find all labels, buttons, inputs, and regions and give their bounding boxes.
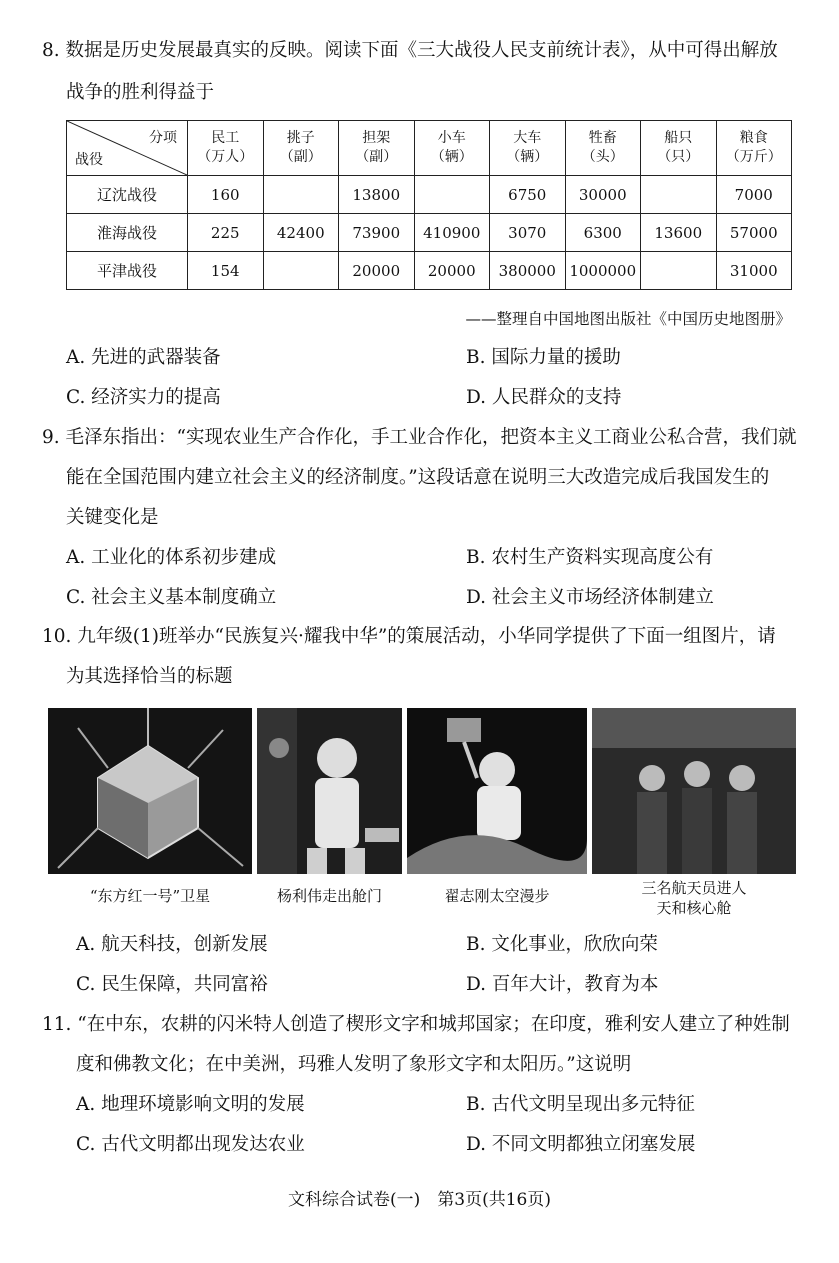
satellite-icon xyxy=(48,708,252,874)
q11-option-c[interactable]: C. 古代文明都出现发达农业 xyxy=(76,1134,305,1155)
table-cell: 20000 xyxy=(414,252,490,290)
header-cell: 挑子 （副） xyxy=(263,121,339,176)
table-cell: 225 xyxy=(188,214,264,252)
q8-option-c[interactable]: C. 经济实力的提高 xyxy=(66,387,221,408)
q8-stem-line2: 战争的胜利得益于 xyxy=(66,82,215,103)
q10-option-a[interactable]: A. 航天科技，创新发展 xyxy=(76,934,268,955)
q8-stem-line1: 8. 数据是历史发展最真实的反映。阅读下面《三大战役人民支前统计表》，从中可得出解放 xyxy=(42,40,778,61)
q9-option-a[interactable]: A. 工业化的体系初步建成 xyxy=(66,547,277,568)
table-corner-cell xyxy=(67,121,188,176)
table-cell xyxy=(263,252,339,290)
caption-zhai-zhigang: 翟志刚太空漫步 xyxy=(444,887,550,905)
astronaut-icon xyxy=(257,708,402,874)
table-header-row xyxy=(67,121,792,176)
q11-option-d[interactable]: D. 不同文明都独立闭塞发展 xyxy=(466,1134,696,1155)
table-cell: 30000 xyxy=(565,176,641,214)
q11-option-a[interactable]: A. 地理环境影响文明的发展 xyxy=(76,1094,305,1115)
q9-option-c[interactable]: C. 社会主义基本制度确立 xyxy=(66,587,277,608)
corner-label-item: 分项 xyxy=(149,130,177,146)
q11-stem-line2: 度和佛教文化；在中美洲，玛雅人发明了象形文字和太阳历。”这说明 xyxy=(76,1054,632,1075)
table-cell: 57000 xyxy=(716,214,792,252)
table-cell xyxy=(263,176,339,214)
header-cell: 牲畜 （头） xyxy=(565,121,641,176)
table-cell: 1000000 xyxy=(565,252,641,290)
spacewalk-icon xyxy=(407,708,587,874)
header-cell: 船只 （只） xyxy=(641,121,717,176)
header-cell: 担架 （副） xyxy=(339,121,415,176)
q8-option-b[interactable]: B. 国际力量的援助 xyxy=(466,347,621,368)
caption-yang-liwei: 杨利伟走出舱门 xyxy=(276,887,382,905)
photo-dongfanghong-satellite xyxy=(48,708,252,874)
table-cell: 42400 xyxy=(263,214,339,252)
q10-option-b[interactable]: B. 文化事业，欣欣向荣 xyxy=(466,934,658,955)
table-cell xyxy=(414,176,490,214)
table-cell: 31000 xyxy=(716,252,792,290)
corner-label-battle: 战役 xyxy=(75,152,103,168)
page-footer: 文科综合试卷(一) 第3页(共16页) xyxy=(288,1190,551,1210)
table-cell: 6750 xyxy=(490,176,566,214)
q9-option-d[interactable]: D. 社会主义市场经济体制建立 xyxy=(466,587,714,608)
caption-tianhe-line2: 天和核心舱 xyxy=(656,899,732,917)
table-cell: 3070 xyxy=(490,214,566,252)
q11-stem-line1: 11. “在中东，农耕的闪米特人创造了楔形文字和城邦国家；在印度，雅利安人建立了种姓制 xyxy=(42,1014,790,1035)
header-cell: 粮食 （万斤） xyxy=(716,121,792,176)
photo-tianhe-core-module xyxy=(592,708,796,874)
table-cell: 380000 xyxy=(490,252,566,290)
table-cell xyxy=(641,252,717,290)
table-cell: 20000 xyxy=(339,252,415,290)
table-cell xyxy=(641,176,717,214)
q10-stem-line2: 为其选择恰当的标题 xyxy=(66,666,233,687)
q11-option-b[interactable]: B. 古代文明呈现出多元特征 xyxy=(466,1094,695,1115)
caption-satellite: “东方红一号”卫星 xyxy=(89,887,211,905)
q10-stem-line1: 10. 九年级(1)班举办“民族复兴·耀我中华”的策展活动，小华同学提供了下面一组图片，请 xyxy=(42,626,776,647)
table-cell: 7000 xyxy=(716,176,792,214)
support-statistics-table xyxy=(66,120,792,290)
table-cell: 160 xyxy=(188,176,264,214)
table-cell: 73900 xyxy=(339,214,415,252)
header-cell: 民工 （万人） xyxy=(188,121,264,176)
q8-option-a[interactable]: A. 先进的武器装备 xyxy=(66,347,221,368)
table-row xyxy=(67,214,792,252)
caption-tianhe-line1: 三名航天员进人 xyxy=(641,879,747,897)
table-cell: 6300 xyxy=(565,214,641,252)
q9-stem-line1: 9. 毛泽东指出：“实现农业生产合作化，手工业合作化，把资本主义工商业公私合营，我们就 xyxy=(42,427,797,448)
table-cell: 13600 xyxy=(641,214,717,252)
table-row xyxy=(67,176,792,214)
q9-option-b[interactable]: B. 农村生产资料实现高度公有 xyxy=(466,547,714,568)
q8-option-d[interactable]: D. 人民群众的支持 xyxy=(466,387,622,408)
photo-zhai-zhigang-spacewalk xyxy=(407,708,587,874)
q9-stem-line3: 关键变化是 xyxy=(66,507,159,528)
q9-stem-line2: 能在全国范围内建立社会主义的经济制度。”这段话意在说明三大改造完成后我国发生的 xyxy=(66,467,770,488)
row-label: 淮海战役 xyxy=(67,214,188,252)
crew-icon xyxy=(592,708,796,874)
row-label: 辽沈战役 xyxy=(67,176,188,214)
table-cell: 13800 xyxy=(339,176,415,214)
q10-option-c[interactable]: C. 民生保障，共同富裕 xyxy=(76,974,268,995)
header-cell: 大车 （辆） xyxy=(490,121,566,176)
table-cell: 154 xyxy=(188,252,264,290)
row-label: 平津战役 xyxy=(67,252,188,290)
table-cell: 410900 xyxy=(414,214,490,252)
photo-yang-liwei-exit-hatch xyxy=(257,708,402,874)
table-source-note: ——整理自中国地图出版社《中国历史地图册》 xyxy=(465,310,791,328)
header-cell: 小车 （辆） xyxy=(414,121,490,176)
table-row xyxy=(67,252,792,290)
q10-option-d[interactable]: D. 百年大计，教育为本 xyxy=(466,974,659,995)
